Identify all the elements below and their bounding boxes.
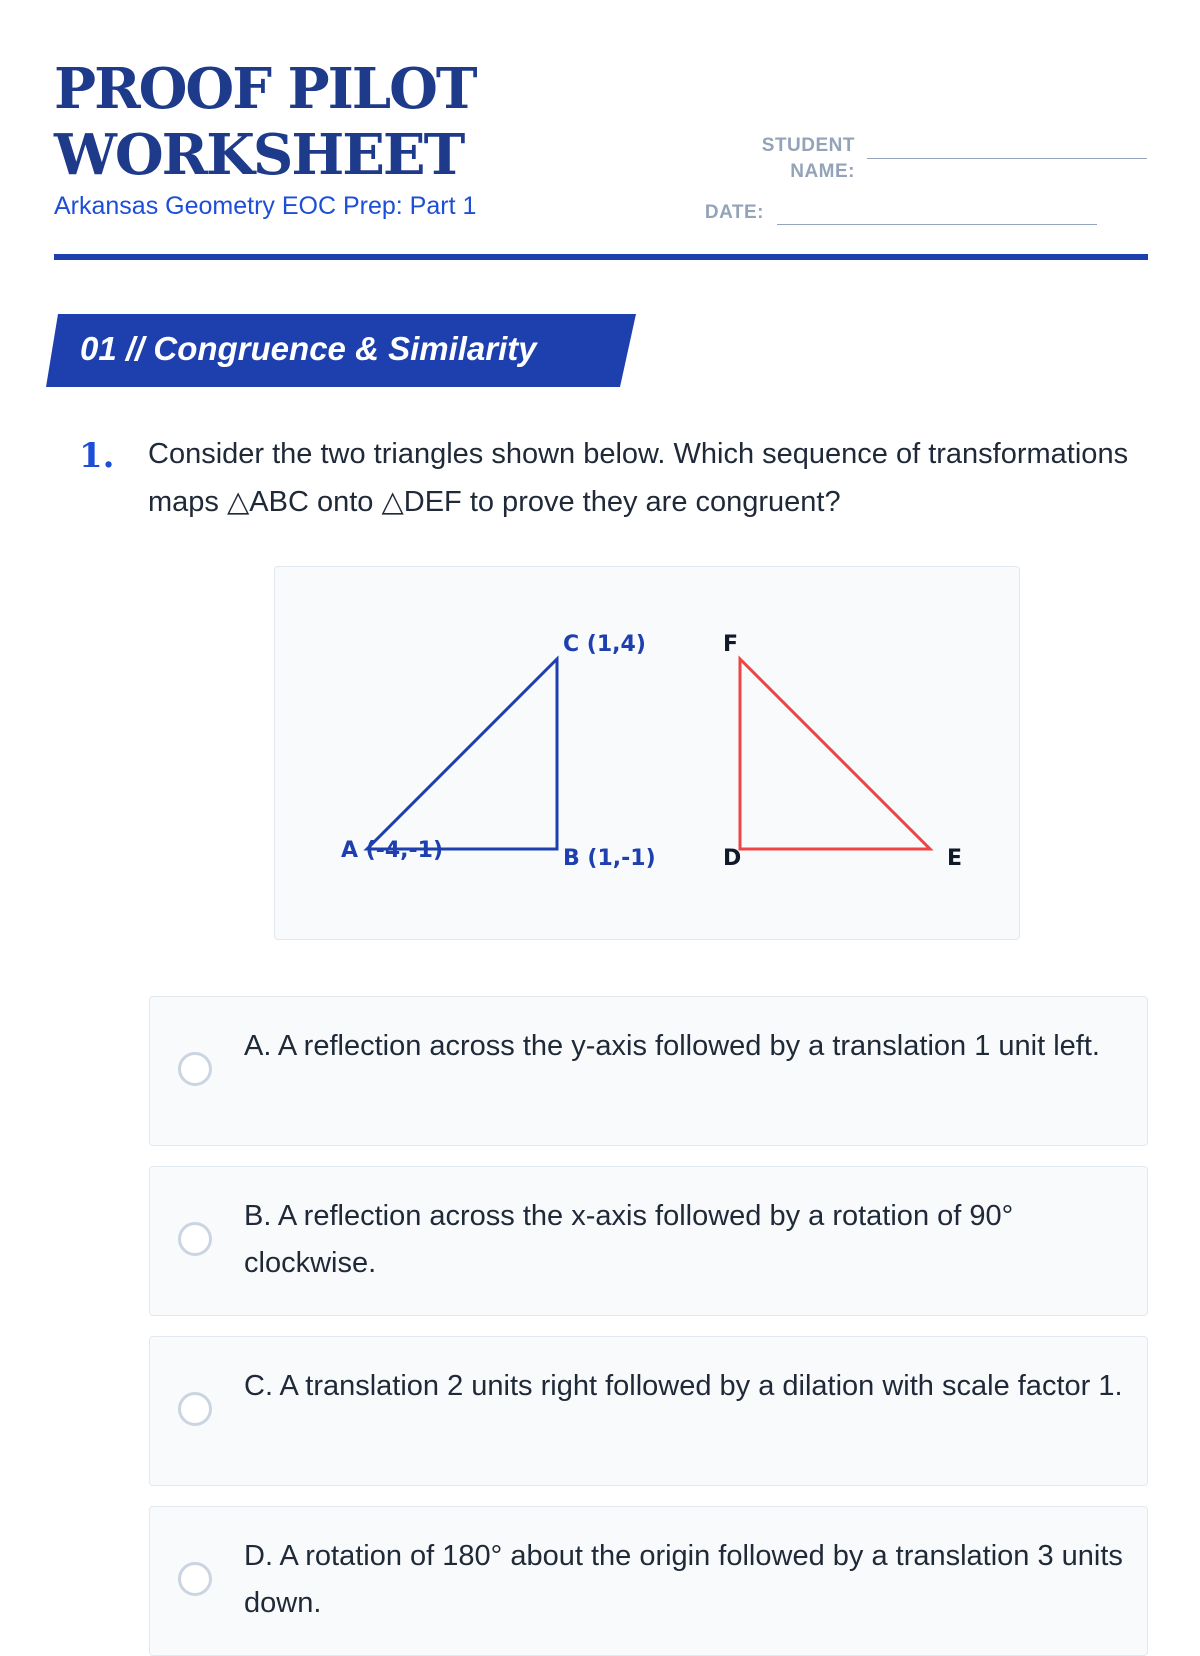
label-point-c: C (1,4) xyxy=(563,632,646,657)
student-name-label xyxy=(700,133,855,185)
triangle-diagram xyxy=(275,567,1021,941)
label-point-e: E xyxy=(947,846,963,871)
answer-option-b-text: B. A reflection across the x-axis followed by a rotation of 90° clockwise. xyxy=(244,1200,1014,1279)
date-label: DATE: xyxy=(704,202,764,223)
worksheet-title xyxy=(54,56,574,188)
answer-option-d[interactable] xyxy=(149,1506,1148,1656)
answer-option-a[interactable] xyxy=(149,996,1148,1146)
radio-button-b[interactable] xyxy=(178,1222,212,1256)
answer-option-c[interactable] xyxy=(149,1336,1148,1486)
date-field[interactable] xyxy=(777,224,1097,225)
worksheet-subtitle: Arkansas Geometry EOC Prep: Part 1 xyxy=(54,192,477,220)
label-point-d: D xyxy=(723,846,742,871)
student-name-field[interactable] xyxy=(867,158,1147,159)
answer-option-c-text: C. A translation 2 units right followed by a dilation with scale factor 1. xyxy=(244,1370,1123,1402)
answer-option-b[interactable] xyxy=(149,1166,1148,1316)
triangle-def xyxy=(740,659,930,849)
header-divider xyxy=(54,254,1148,260)
answer-option-a-text: A. A reflection across the y-axis followed by a translation 1 unit left. xyxy=(244,1030,1100,1062)
label-point-b: B (1,-1) xyxy=(563,846,656,871)
section-title: 01 // Congruence & Similarity xyxy=(80,330,537,367)
label-point-a: A (-4,-1) xyxy=(341,838,444,863)
question-text: Consider the two triangles shown below. Which sequence of transformations maps △ABC onto △DEF to prove they are congruent? xyxy=(148,438,1129,518)
triangle-abc xyxy=(367,659,557,849)
student-label-line-1: STUDENT xyxy=(761,135,855,156)
question-number: 1. xyxy=(79,436,115,476)
triangle-figure xyxy=(274,566,1020,940)
title-line-2: WORKSHEET xyxy=(54,122,464,188)
student-label-line-2: NAME: xyxy=(790,161,855,182)
answer-option-d-text: D. A rotation of 180° about the origin followed by a translation 3 units down. xyxy=(244,1540,1123,1619)
radio-button-c[interactable] xyxy=(178,1392,212,1426)
title-line-1: PROOF PILOT xyxy=(54,56,476,122)
radio-button-d[interactable] xyxy=(178,1562,212,1596)
label-point-f: F xyxy=(723,632,739,657)
radio-button-a[interactable] xyxy=(178,1052,212,1086)
